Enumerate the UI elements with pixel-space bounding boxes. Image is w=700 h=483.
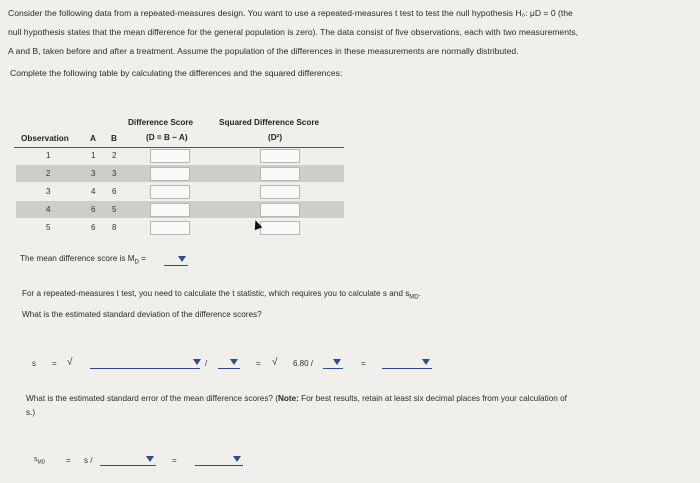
ss-blank-dropdown[interactable] <box>90 358 200 369</box>
sq-input-5[interactable] <box>260 221 300 235</box>
b-cell: 6 <box>112 187 117 196</box>
dropdown-arrow-icon <box>193 359 201 365</box>
sd-result-dropdown[interactable] <box>382 358 432 369</box>
a-cell: 1 <box>91 151 96 160</box>
mean-diff-label: The mean difference score is M <box>20 254 135 263</box>
sq-input-3[interactable] <box>260 185 300 199</box>
question-se-end: s.) <box>26 408 36 417</box>
obs-cell: 5 <box>46 223 51 232</box>
a-cell: 6 <box>91 223 96 232</box>
sqrt-icon: √ <box>272 357 278 368</box>
df-value-dropdown[interactable] <box>323 358 343 369</box>
b-cell: 3 <box>112 169 117 178</box>
table-row <box>16 147 344 164</box>
smd-s-slash: s / <box>84 456 93 465</box>
intro-line-1: Consider the following data from a repeated-measures design. You want to use a repeated-measures t test to test the null hypothesis H₀: μD = 0 (the <box>8 8 573 18</box>
dropdown-arrow-icon <box>230 359 238 365</box>
table-row <box>16 165 344 182</box>
table-instruction: Complete the following table by calculating the differences and the squared differences: <box>10 68 343 78</box>
dropdown-arrow-icon <box>146 456 154 462</box>
b-cell: 5 <box>112 205 117 214</box>
sq-input-1[interactable] <box>260 149 300 163</box>
sq-input-4[interactable] <box>260 203 300 217</box>
mean-diff-sub: D <box>134 259 139 266</box>
smd-paragraph-text: For a repeated-measures t test, you need to calculate the t statistic, which requires you to calculate s and s <box>22 289 410 298</box>
table-row <box>16 219 344 236</box>
sq-input-2[interactable] <box>260 167 300 181</box>
sd-slash: / <box>205 359 208 368</box>
smd-eq-1: = <box>66 456 71 465</box>
intro-line-3: A and B, taken before and after a treatment. Assume the population of the differences in these measurements are normally distributed. <box>8 46 519 56</box>
mean-diff-dropdown[interactable] <box>164 255 188 266</box>
diff-input-1[interactable] <box>150 149 190 163</box>
smd-eq-2: = <box>172 456 177 465</box>
b-cell: 8 <box>112 223 117 232</box>
diff-input-5[interactable] <box>150 221 190 235</box>
sqrt-icon: √ <box>67 357 73 368</box>
a-cell: 4 <box>91 187 96 196</box>
question-se-note: Note: <box>277 394 299 403</box>
mean-diff-sentence <box>20 254 146 266</box>
smd-paragraph-sub: MD <box>409 294 419 301</box>
sd-value: 6.80 / <box>293 359 314 368</box>
sq-header-title: Squared Difference Score <box>219 118 320 127</box>
b-cell: 2 <box>112 151 117 160</box>
sqrt-n-dropdown[interactable] <box>100 455 156 466</box>
b-header: B <box>111 134 117 143</box>
sq-header-formula: (D²) <box>268 133 283 142</box>
dropdown-arrow-icon <box>233 456 241 462</box>
smd-result-dropdown[interactable] <box>195 455 243 466</box>
diff-input-4[interactable] <box>150 203 190 217</box>
obs-cell: 4 <box>46 205 51 214</box>
question-se-text: What is the estimated standard error of the mean difference scores? ( <box>26 394 278 403</box>
sd-s-label: s <box>32 359 36 368</box>
sd-eq-3: = <box>361 359 366 368</box>
obs-cell: 1 <box>46 151 51 160</box>
table-row <box>16 201 344 218</box>
diff-header-formula: (D = B − A) <box>146 133 188 142</box>
diff-input-3[interactable] <box>150 185 190 199</box>
observation-header: Observation <box>21 134 69 143</box>
df-dropdown[interactable] <box>218 358 240 369</box>
question-sd: What is the estimated standard deviation of the difference scores? <box>22 310 262 319</box>
smd-s: s <box>34 456 38 463</box>
a-header: A <box>90 134 96 143</box>
dropdown-arrow-icon <box>333 359 341 365</box>
smd-sub: MD <box>37 459 46 466</box>
dropdown-arrow-icon <box>178 256 186 262</box>
question-se-rest: For best results, retain at least six decimal places from your calculation of <box>298 394 567 403</box>
smd-label <box>34 456 45 465</box>
obs-cell: 2 <box>46 169 51 178</box>
dropdown-arrow-icon <box>422 359 430 365</box>
a-cell: 6 <box>91 205 96 214</box>
sd-eq-2: = <box>256 359 261 368</box>
intro-line-2: null hypothesis states that the mean difference for the general population is zero). The data consist of five observations, each with two measurements, <box>8 27 579 37</box>
a-cell: 3 <box>91 169 96 178</box>
obs-cell: 3 <box>46 187 51 196</box>
question-se <box>26 392 666 420</box>
table-row <box>16 183 344 200</box>
problem-intro <box>8 4 688 61</box>
mean-diff-eq: = <box>141 254 146 263</box>
diff-input-2[interactable] <box>150 167 190 181</box>
smd-paragraph: For a repeated-measures t test, you need to calculate the t statistic, which requires you to calculate s and $s_{MD}$. <box>22 289 421 301</box>
sd-eq-1: = <box>52 359 57 368</box>
diff-header-title: Difference Score <box>128 118 194 127</box>
